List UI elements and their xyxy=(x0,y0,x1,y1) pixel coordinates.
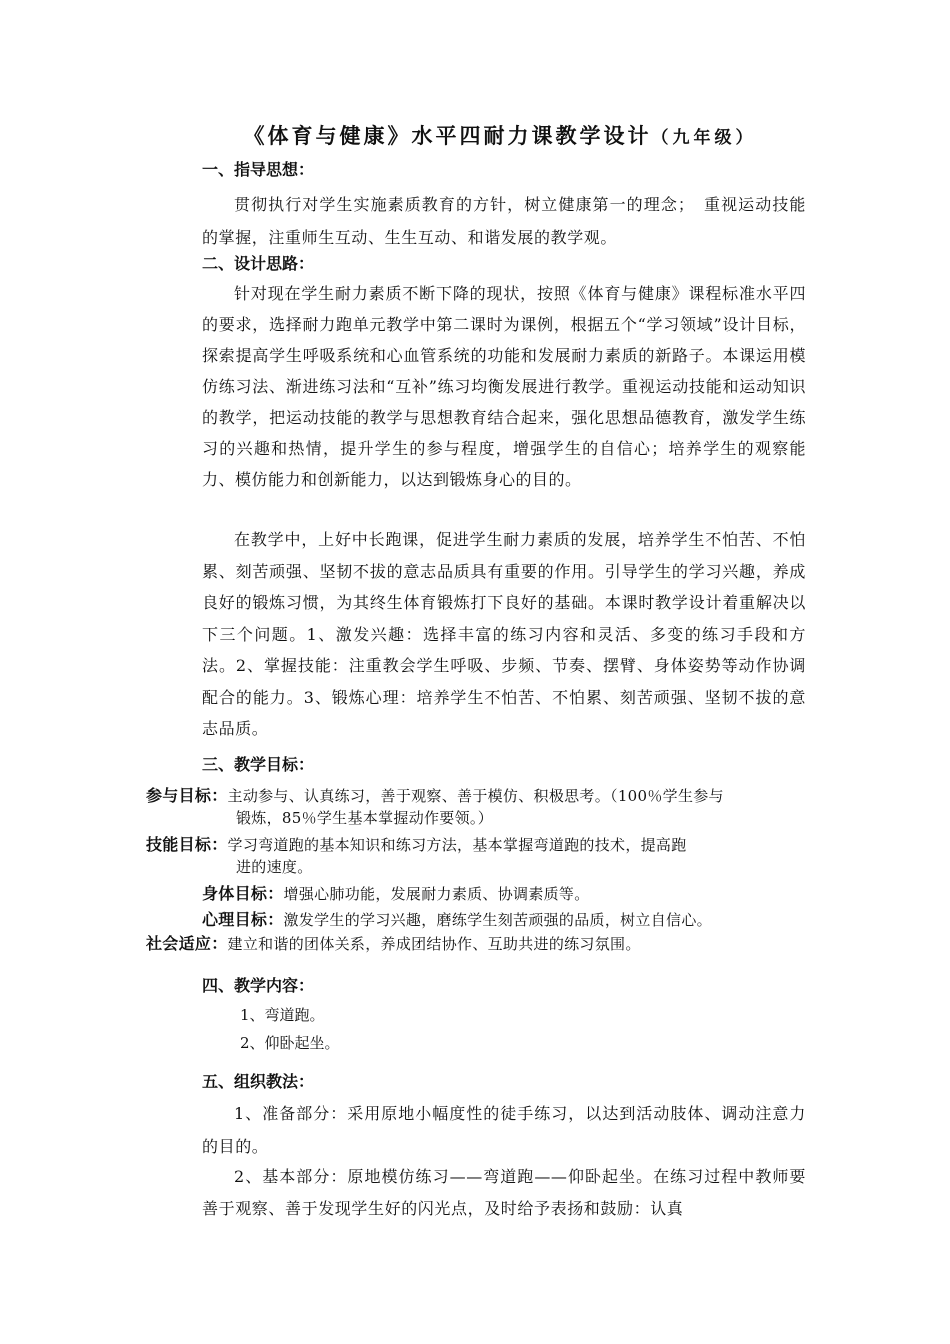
guiding-ideology-paragraph: 贯彻执行对学生实施素质教育的方针，树立健康第一的理念； 重视运动技能的掌握，注重师生互动、生生互动、和谐发展的教学观。 xyxy=(202,195,806,247)
goal-participation-continued: 锻炼，85％学生基本掌握动作要领。） xyxy=(236,809,493,827)
goal-skill-continued: 进的速度。 xyxy=(236,858,313,876)
section-heading-design-ideas: 二、设计思路： xyxy=(202,254,315,273)
title-grade: （九年级） xyxy=(651,128,757,148)
design-ideas-paragraph-1: 针对现在学生耐力素质不断下降的现状，按照《体育与健康》课程标准水平四的要求，选择耐力跑单元教学中第二课时为课例，根据五个“学习领域”设计目标，探索提高学生呼吸系统和心血管系统的功能和发展耐力素质的新路子。本课运用模仿练习法、渐进练习法和“互补”练习均衡发展进行教学。重视运动技能和运动知识的教学，把运动技能的教学与思想教育结合起来，强化思想品德教育，激发学生练习的兴趣和热情，提升学生的参与程度，增强学生的自信心；培养学生的观察能力、模仿能力和创新能力，以达到锻炼身心的目的。 xyxy=(202,284,806,489)
content-item: 1、弯道跑。 xyxy=(240,1006,325,1024)
goal-label: 社会适应： xyxy=(146,934,228,953)
organization-methods-paragraph-1: 1、准备部分：采用原地小幅度性的徒手练习，以达到活动肢体、调动注意力的目的。 xyxy=(202,1104,806,1156)
goal-text: 激发学生的学习兴趣，磨练学生刻苦顽强的品质，树立自信心。 xyxy=(283,911,712,929)
goal-social-adaptation xyxy=(146,932,641,956)
title-main: 《体育与健康》水平四耐力课教学设计 xyxy=(243,123,652,148)
goal-label: 技能目标： xyxy=(146,835,228,854)
section-heading-teaching-content: 四、教学内容： xyxy=(202,976,315,995)
goal-skill xyxy=(146,833,687,857)
goal-label: 心理目标： xyxy=(202,910,284,929)
goal-participation xyxy=(146,784,724,808)
goal-physical xyxy=(202,882,590,906)
goal-text: 增强心肺功能，发展耐力素质、协调素质等。 xyxy=(283,885,590,903)
organization-methods-paragraph-2: 2、基本部分：原地模仿练习——弯道跑——仰卧起坐。在练习过程中教师要善于观察、善于发现学生好的闪光点，及时给予表扬和鼓励：认真 xyxy=(202,1167,806,1218)
goal-text: 学习弯道跑的基本知识和练习方法，基本掌握弯道跑的技术，提高跑 xyxy=(227,836,687,854)
document-title xyxy=(0,121,950,153)
section-heading-organization-methods: 五、组织教法： xyxy=(202,1072,315,1091)
goal-psychological xyxy=(202,908,712,932)
content-item: 2、仰卧起坐。 xyxy=(240,1034,340,1052)
goal-label: 参与目标： xyxy=(146,786,228,805)
goal-text: 主动参与、认真练习，善于观察、善于模仿、积极思考。（100％学生参与 xyxy=(227,787,724,805)
section-heading-guiding-ideology: 一、指导思想： xyxy=(202,160,315,179)
goal-label: 身体目标： xyxy=(202,884,284,903)
goal-text: 建立和谐的团体关系，养成团结协作、互助共进的练习氛围。 xyxy=(227,935,641,953)
section-heading-teaching-goals: 三、教学目标： xyxy=(202,755,315,774)
design-ideas-paragraph-2: 在教学中，上好中长跑课，促进学生耐力素质的发展，培养学生不怕苦、不怕累、刻苦顽强、坚韧不拔的意志品质具有重要的作用。引导学生的学习兴趣，养成良好的锻炼习惯，为其终生体育锻炼打下良好的基础。本课时教学设计着重解决以下三个问题。1、激发兴趣：选择丰富的练习内容和灵活、多变的练习手段和方法。2、掌握技能：注重教会学生呼吸、步频、节奏、摆臂、身体姿势等动作协调配合的能力。3、锻炼心理：培养学生不怕苦、不怕累、刻苦顽强、坚韧不拔的意志品质。 xyxy=(202,530,806,738)
